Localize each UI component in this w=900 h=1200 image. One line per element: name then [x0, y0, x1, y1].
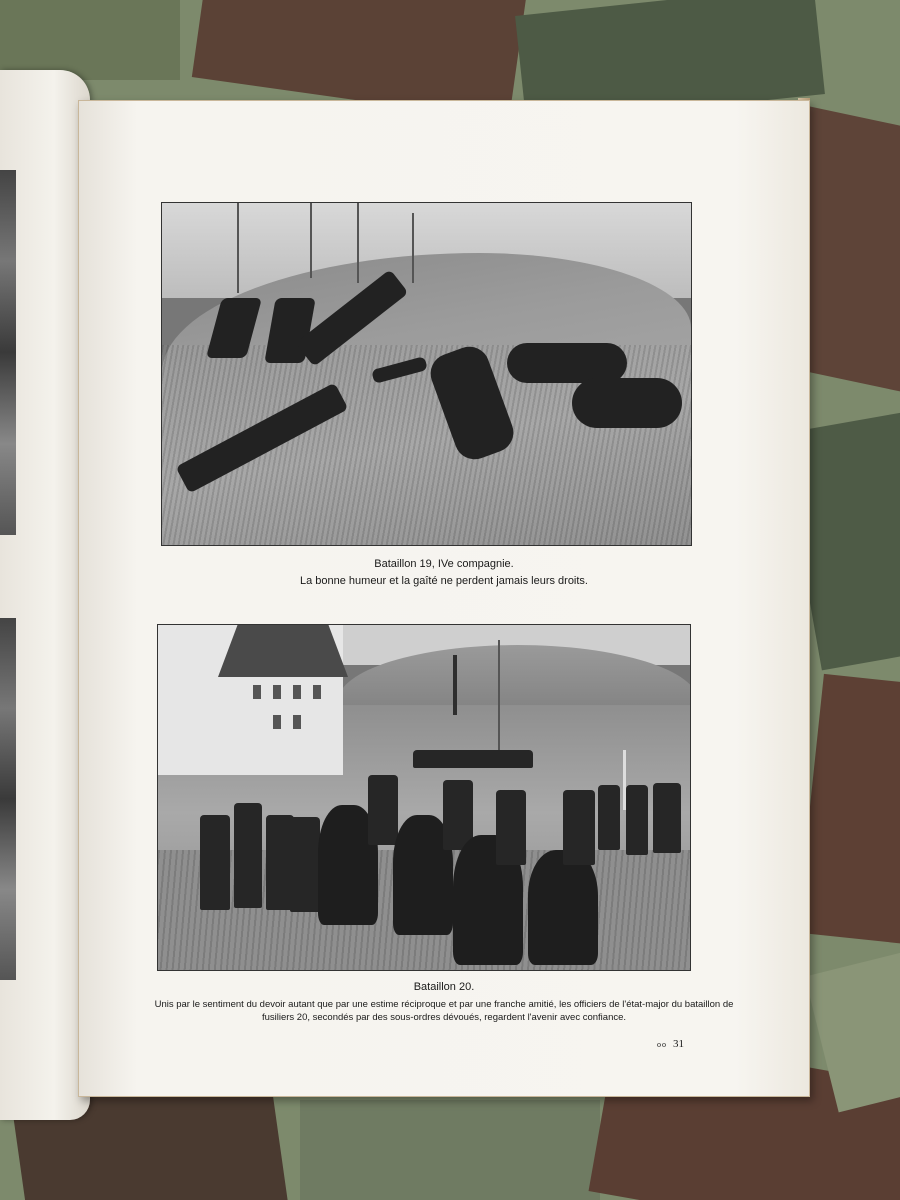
page-number-value: 31 — [673, 1038, 684, 1050]
photo-battalion-20 — [157, 624, 691, 971]
caption-photo-2-title: Bataillon 20. — [413, 981, 475, 993]
left-page-photo — [0, 618, 16, 980]
caption-photo-1-text: La bonne humeur et la gaîté ne perdent jamais leurs droits. — [299, 575, 588, 587]
caption-photo-2-text: Unis par le sentiment du devoir autant que par une estime réciproque et par une franche amitié, les officiers de l'état-major du bataillon de fusiliers 20, secondés par des sous-ordres dévoués, regardent l'avenir avec confiance. — [154, 999, 734, 1023]
book-page — [78, 100, 810, 1097]
page-number-ornament: oo — [657, 1040, 667, 1049]
caption-photo-1-title: Bataillon 19, IVe compagnie. — [374, 558, 514, 570]
left-page — [0, 70, 90, 1120]
page-number — [657, 1038, 684, 1050]
photo-battalion-19 — [161, 202, 692, 546]
left-page-photo — [0, 170, 16, 535]
